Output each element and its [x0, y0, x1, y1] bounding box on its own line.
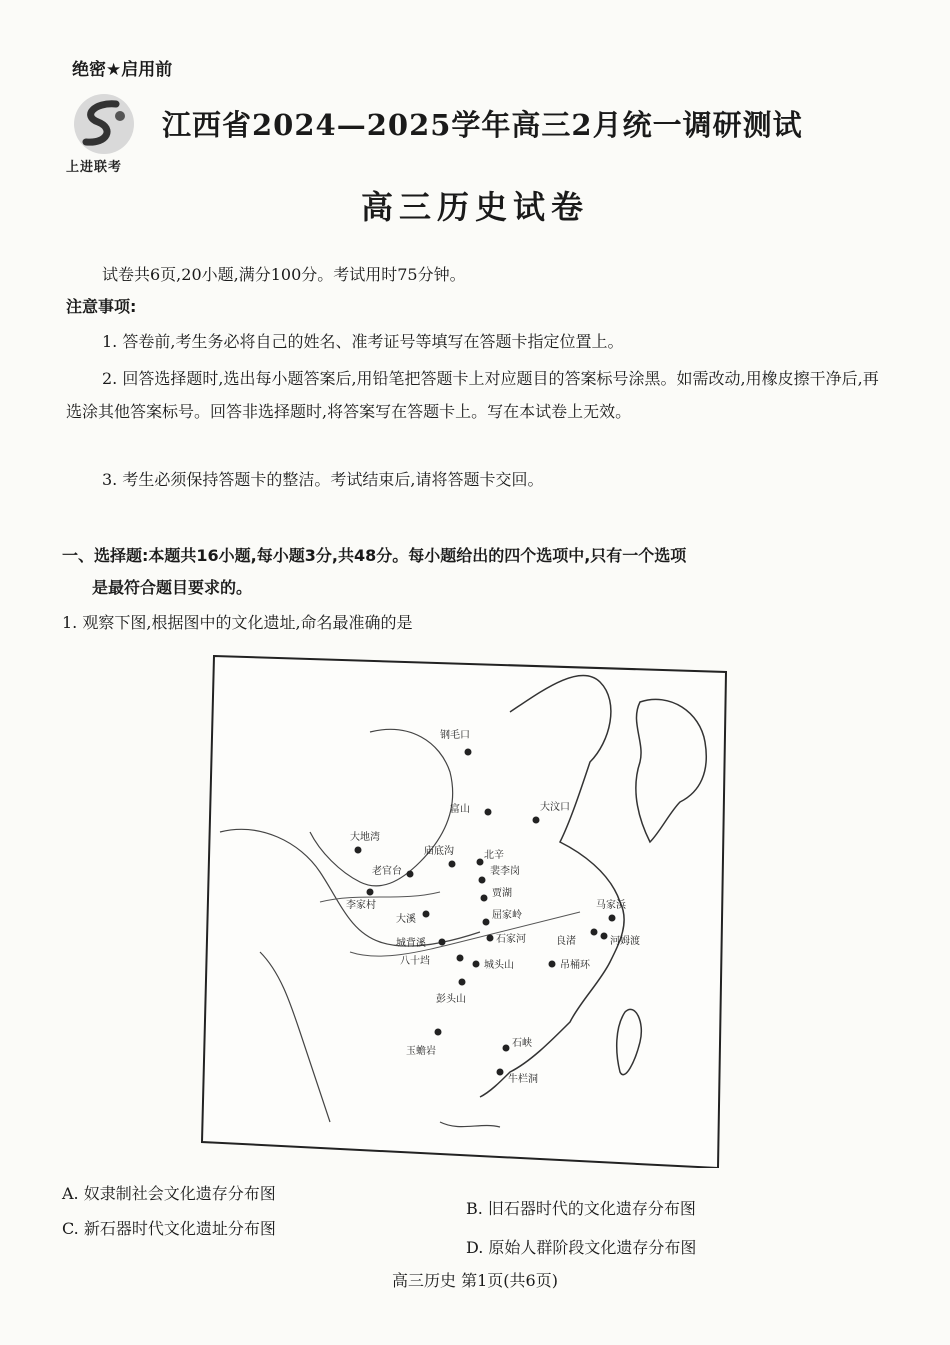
site-label: 李家村 — [346, 900, 376, 911]
site-label: 彭头山 — [436, 994, 466, 1005]
option-d: D. 原始人群阶段文化遗存分布图 — [466, 1238, 697, 1257]
site-label: 玉蟾岩 — [406, 1046, 436, 1057]
confidential-mark: 绝密★启用前 — [72, 60, 173, 80]
site-label: 裴李岗 — [490, 866, 520, 877]
logo-text: 上进联考 — [66, 160, 123, 175]
site-label: 贾湖 — [492, 888, 512, 899]
site-label: 大汶口 — [540, 802, 570, 813]
site-label: 牛栏洞 — [508, 1074, 538, 1085]
site-label: 大溪 — [396, 914, 416, 925]
site-label: 石峡 — [512, 1038, 532, 1049]
section-heading — [62, 540, 882, 604]
notice-item-3: 3. 考生必须保持答题卡的整洁。考试结束后,请将答题卡交回。 — [102, 470, 544, 489]
site-label: 河姆渡 — [610, 936, 640, 947]
site-label: 老官台 — [372, 866, 402, 877]
exam-subtitle: 高三历史试卷 — [360, 188, 589, 226]
exam-title: 江西省2024—2025学年高三2月统一调研测试 — [162, 108, 803, 142]
site-label: 大地湾 — [350, 832, 380, 843]
site-label: 屈家岭 — [492, 910, 522, 921]
notice-item-2: 2. 回答选择题时,选出每小题答案后,用铅笔把答题卡上对应题目的答案标号涂黑。如需改动,用橡皮擦干净后,再选涂其他答案标号。回答非选择题时,将答案写在答题卡上。写在本试卷上无效。 — [66, 369, 879, 421]
site-label: 城背溪 — [396, 938, 426, 949]
site-label: 吊桶环 — [560, 960, 590, 971]
site-label: 钢毛口 — [440, 730, 470, 741]
question-1-stem: 1. 观察下图,根据图中的文化遗址,命名最准确的是 — [62, 613, 413, 632]
site-label: 石家河 — [496, 934, 526, 945]
site-label: 北辛 — [484, 850, 504, 861]
notice-item-1: 1. 答卷前,考生务必将自己的姓名、准考证号等填写在答题卡指定位置上。 — [102, 332, 624, 351]
site-label: 八十垱 — [400, 956, 430, 967]
site-label: 城头山 — [484, 960, 514, 971]
section-heading-line1: 一、选择题:本题共16小题,每小题3分,共48分。每小题给出的四个选项中,只有一个选项 — [62, 546, 687, 565]
option-c: C. 新石器时代文化遗址分布图 — [62, 1219, 276, 1238]
site-label: 富山 — [450, 804, 470, 815]
section-heading-line2: 是最符合题目要求的。 — [92, 578, 253, 597]
page-footer: 高三历史 第1页(共6页) — [392, 1271, 558, 1290]
option-a: A. 奴隶制社会文化遗存分布图 — [62, 1184, 276, 1203]
site-label: 马家浜 — [596, 900, 626, 911]
exam-intro: 试卷共6页,20小题,满分100分。考试用时75分钟。 — [102, 265, 466, 284]
site-label: 良渚 — [556, 936, 576, 947]
site-map — [200, 652, 728, 1168]
option-b: B. 旧石器时代的文化遗存分布图 — [466, 1199, 696, 1218]
site-label: 庙底沟 — [424, 846, 454, 857]
notice-heading: 注意事项: — [66, 297, 137, 316]
